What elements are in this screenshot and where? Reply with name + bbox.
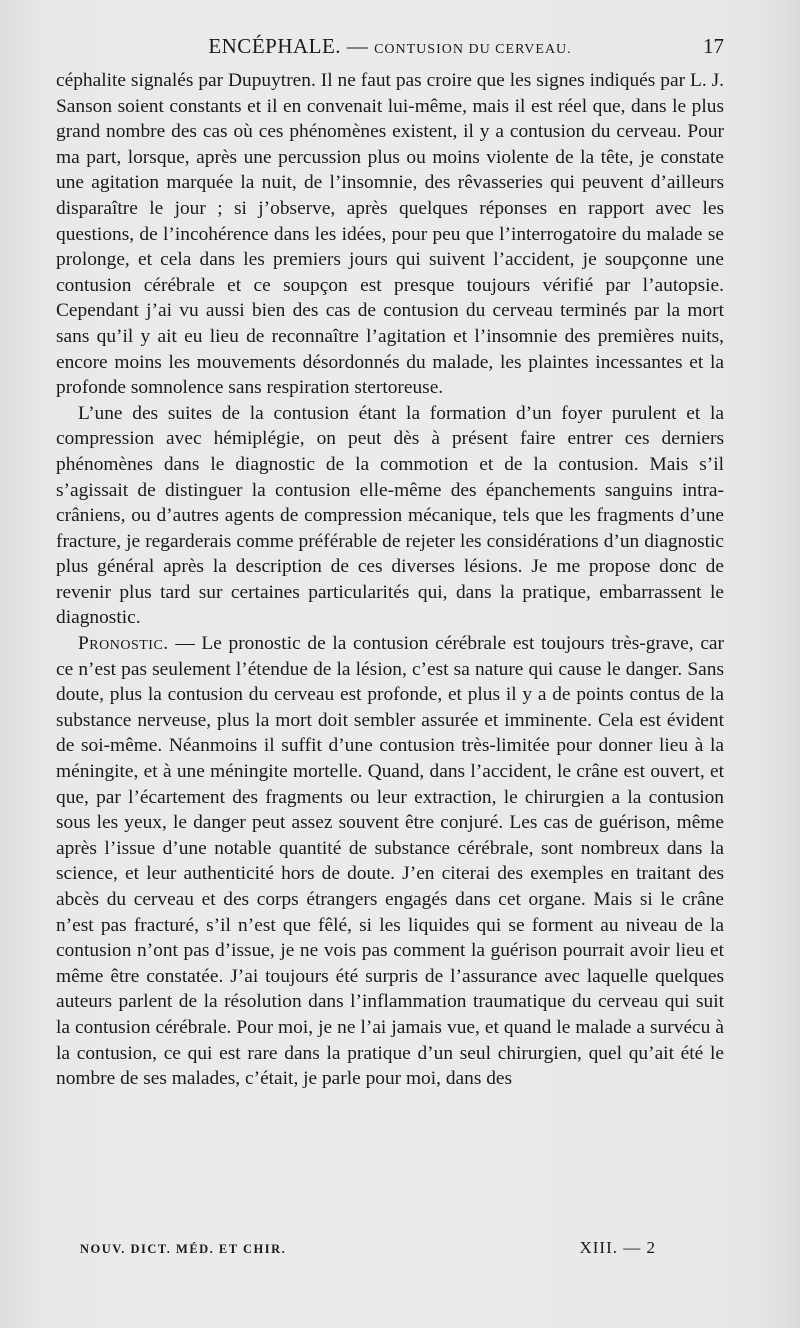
running-head-dash: — [341,34,375,58]
paragraph-3-text: — Le pronostic de la contusion cérébrale est toujours très-grave, car ce n’est pas seulement l’étendue de la lésion, c’est sa nature qui cause le danger. Sans doute, plus la contusion du cerveau est profonde, et plus il y a de points contus de la substance nerveuse, plus la mort doit sembler assurée et imminente. Cela est évident de soi-même. Néanmoins il suffit d’une contusion très-limitée pour donner lieu à la méningite, et à une méningite mortelle. Quand, dans l’accident, le crâne est ouvert, et que, par l’écartement des fragments ou leur extraction, le chirurgien a la contusion sous les yeux, le danger peut assez souvent être conjuré. Les cas de guérison, même après l’issue d’une notable quantité de substance cérébrale, sont nombreux dans la science, et leur authenticité hors de doute. J’en citerai des exemples en traitant des abcès du cerveau et des corps étrangers engagés dans cet organe. Mais si le crâne n’est pas fracturé, s’il n’est que fêlé, si les liquides qui se forment au niveau de la contusion n’ont pas d’issue, je ne vois pas comment la guérison pourrait avoir lieu et même être constatée. J’ai toujours été surpris de l’assurance avec laquelle quelques auteurs parlent de la résolution dans l’inflammation traumatique du cerveau qui suit la contusion cérébrale. Pour moi, je ne l’ai jamais vue, et quand le malade a survécu à la contusion, ce qui est rare dans la pratique d’un seul chirurgien, quel qu’ait été le nombre de ses malades, c’était, je parle pour moi, dans des [56,633,724,1090]
paragraph-2-text: L’une des suites de la contusion étant la formation d’un foyer purulent et la compression avec hémiplégie, on peut dès à présent faire entrer ces derniers phénomènes dans le diagnostic de la commotion et de la contusion. Mais s’il s’agissait de distinguer la contusion elle-même des épanchements sanguins intra-crâniens, ou d’autres agents de compression mécanique, tels que les fragments d’une fracture, je regarderais comme préférable de rejeter les considérations d’un diagnostic plus général après la description de ces diverses lésions. Je me propose donc de revenir plus tard sur certaines particularités qui, dans la pratique, embarrassent le diagnostic. [56,402,724,629]
page-header [56,34,724,62]
running-head-sub: CONTUSION DU CERVEAU. [374,42,572,57]
section-heading-pronostic: Pronostic. [78,633,169,655]
paragraph-3 [56,631,724,1092]
footer-signature-left: NOUV. DICT. MÉD. ET CHIR. [80,1242,287,1256]
running-head [56,34,724,59]
running-head-main: ENCÉPHALE. [208,34,342,58]
paragraph-1-text: céphalite signalés par Dupuytren. Il ne faut pas croire que les signes indiqués par L. J. Sanson soient constants et il en convenait lui-même, mais il est réel que, dans le plus grand nombre des cas où ces phénomènes existent, il y a contusion du cerveau. Pour ma part, lorsque, après une percussion plus ou moins violente de la tête, je constate une agitation marquée la nuit, de l’insomnie, des rêvasseries qui peuvent d’ailleurs disparaître le jour ; si j’observe, après quelques réponses en rapport avec les questions, de l’incohérence dans les idées, pour peu que l’interrogatoire du malade se prolonge, et cela dans les premiers jours qui suivent l’accident, je soupçonne une contusion cérébrale et ce soupçon est presque toujours vérifié par l’autopsie. Cependant j’ai vu aussi bien des cas de contusion du cerveau terminés par la mort sans qu’il y ait eu lieu de reconnaître l’agitation et l’insomnie des premières nuits, encore moins les mouvements désordonnés du malade, les plaintes incessantes et la profonde somnolence sans respiration stertoreuse. [56,70,724,399]
page-footer [80,1238,656,1260]
page-body [56,68,724,1092]
footer-signature-right: XIII. — 2 [579,1238,656,1257]
paragraph-1 [56,68,724,401]
page-number: 17 [703,34,724,58]
paragraph-2 [56,401,724,631]
